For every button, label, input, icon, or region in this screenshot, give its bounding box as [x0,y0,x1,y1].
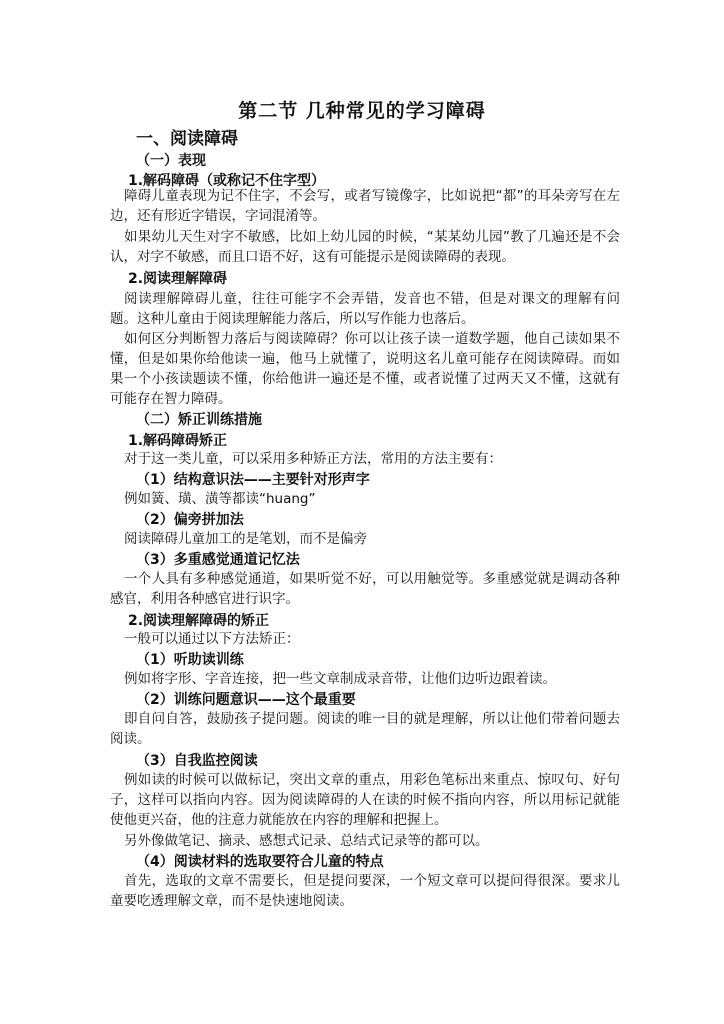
method-heading: （1）结构意识法——主要针对形声字 [136,472,370,488]
paragraph: 即自问自答，鼓励孩子提问题。阅读的唯一目的就是理解，所以让他们带着问题去阅读。 [110,711,620,747]
heading-decoding-disorder: 1.解码障碍（或称记不住字型） [128,173,326,189]
paragraph: 例如簧、璜、潢等都读“huang” [124,491,316,507]
heading-comprehension-disorder: 2.阅读理解障碍 [128,271,228,287]
paragraph: 例如将字形、字音连接，把一些文章制成录音带，让他们边听边跟着读。 [124,671,556,687]
method-heading: （3）自我监控阅读 [136,753,258,769]
paragraph: 障碍儿童表现为记不住字，不会写，或者写镜像字，比如说把“都”的耳朵旁写在左边，还有形近字错误，字词混淆等。 [110,188,620,224]
paragraph: 首先，选取的文章不需要长，但是提问要深，一个短文章可以提问得很深。要求儿童要吃透理解文章，而不是快速地阅读。 [110,873,620,909]
subheading-manifestation: （一）表现 [136,153,206,169]
heading-comprehension-correction: 2.阅读理解障碍的矫正 [128,613,270,629]
paragraph: 阅读理解障碍儿童，往往可能字不会弄错，发音也不错，但是对课文的理解有问题。这种儿童由于阅读理解能力落后，所以写作能力也落后。 [110,291,620,327]
paragraph: 例如读的时候可以做标记，突出文章的重点，用彩色笔标出来重点、惊叹句、好句子，这样可以指向内容。因为阅读障碍的人在读的时候不指向内容，所以用标记就能使他更兴奋，他的注意力就能放在内容的理解和把握上。 [110,772,620,828]
paragraph: 另外像做笔记、摘录、感想式记录、总结式记录等的都可以。 [124,833,489,849]
method-heading: （2）偏旁拼加法 [136,512,244,528]
section-heading-reading-disorder: 一、阅读障碍 [136,129,238,149]
method-heading: （3）多重感觉通道记忆法 [136,552,300,568]
heading-decoding-correction: 1.解码障碍矫正 [128,433,228,449]
paragraph: 阅读障碍儿童加工的是笔划，而不是偏旁 [124,531,367,547]
page-title: 第二节 几种常见的学习障碍 [238,100,486,122]
paragraph: 对于这一类儿童，可以采用多种矫正方法，常用的方法主要有： [124,451,502,467]
method-heading: （2）训练问题意识——这个最重要 [136,692,356,708]
subheading-correction-measures: （二）矫正训练措施 [136,412,262,428]
method-heading: （4）阅读材料的选取要符合儿童的特点 [136,854,384,870]
method-heading: （1）听助读训练 [136,652,244,668]
paragraph: 一个人具有多种感觉通道，如果听觉不好，可以用触觉等。多重感觉就是调动各种感官，利用各种感官进行识字。 [110,571,620,607]
paragraph: 如果幼儿天生对字不敏感，比如上幼儿园的时候，“某某幼儿园”教了几遍还是不会认，对字不敏感，而且口语不好，这有可能提示是阅读障碍的表现。 [110,229,620,265]
paragraph: 如何区分判断智力落后与阅读障碍？你可以让孩子读一道数学题，他自己读如果不懂，但是如果你给他读一遍，他马上就懂了，说明这名儿童可能存在阅读障碍。而如果一个小孩读题读不懂，你给他讲一遍还是不懂，或者说懂了过两天又不懂，这就有可能存在智力障碍。 [110,331,620,407]
paragraph: 一般可以通过以下方法矫正： [124,631,300,647]
